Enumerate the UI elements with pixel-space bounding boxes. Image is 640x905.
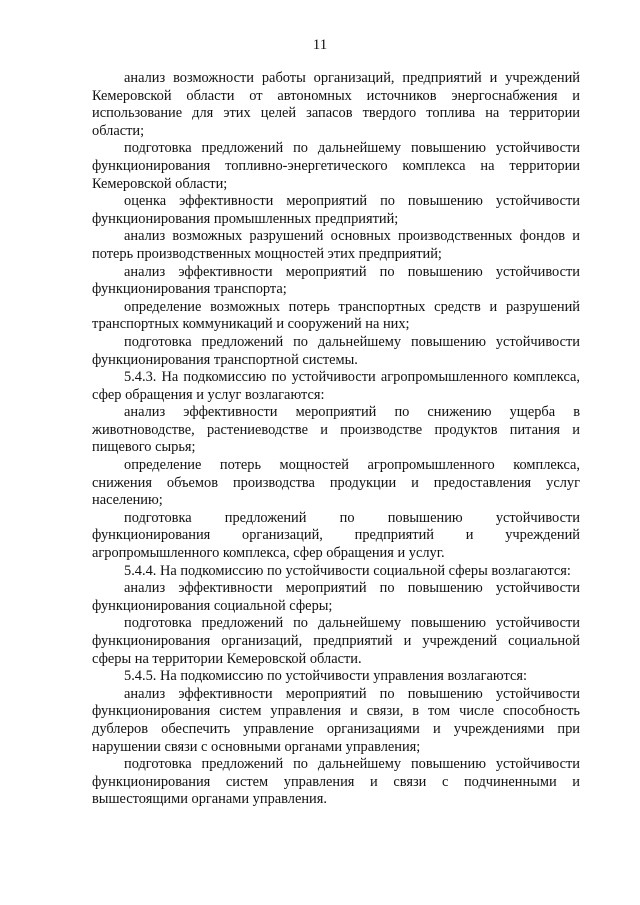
paragraph: анализ эффективности мероприятий по снижению ущерба в животноводстве, растениеводстве и производстве продуктов питания и пищевого сырья; — [92, 404, 580, 456]
paragraph: подготовка предложений по дальнейшему повышению устойчивости функционирования организаций, предприятий и учреждений социальной сферы на территории Кемеровской области. — [92, 615, 580, 667]
page-number: 11 — [312, 37, 328, 53]
paragraph: определение возможных потерь транспортных средств и разрушений транспортных коммуникаций и сооружений на них; — [92, 298, 580, 333]
paragraph: подготовка предложений по дальнейшему повышению устойчивости функционирования топливно-энергетического комплекса на территории Кемеровской области; — [92, 140, 580, 192]
paragraph: анализ эффективности мероприятий по повышению устойчивости функционирования транспорта; — [92, 263, 580, 298]
paragraph: анализ эффективности мероприятий по повышению устойчивости функционирования систем управления и связи, в том числе способность дублеров обеспечить управление организациями и учреждениями при нарушении связи с основными органами управления; — [92, 685, 580, 755]
paragraph: подготовка предложений по дальнейшему повышению устойчивости функционирования транспортной системы. — [92, 333, 580, 368]
paragraph: определение потерь мощностей агропромышленного комплекса, снижения объемов производства продукции и предоставления услуг населению; — [92, 457, 580, 509]
section-heading-5-4-4: 5.4.4. На подкомиссию по устойчивости социальной сферы возлагаются: — [124, 562, 571, 579]
section-heading-5-4-3: 5.4.3. На подкомиссию по устойчивости агропромышленного комплекса, сфер обращения и услуг возлагаются: — [92, 369, 580, 403]
paragraph: анализ возможности работы организаций, предприятий и учреждений Кемеровской области от автономных источников энергоснабжения и использование для этих целей запасов твердого топлива на территории области; — [92, 70, 580, 139]
paragraph: анализ эффективности мероприятий по повышению устойчивости функционирования социальной сферы; — [92, 580, 580, 614]
paragraph: подготовка предложений по дальнейшему повышению устойчивости функционирования систем управления и связи с подчиненными и вышестоящими органами управления. — [92, 756, 580, 808]
paragraph: подготовка предложений по повышению устойчивости функционирования организаций, предприятий и учреждений агропромышленного комплекса, сфер обращения и услуг. — [92, 509, 580, 562]
section-heading-5-4-5: 5.4.5. На подкомиссию по устойчивости управления возлагаются: — [124, 668, 527, 685]
paragraph: оценка эффективности мероприятий по повышению устойчивости функционирования промышленных предприятий; — [92, 193, 580, 227]
paragraph: анализ возможных разрушений основных производственных фондов и потерь производственных мощностей этих предприятий; — [92, 228, 580, 262]
document-body — [92, 70, 580, 809]
